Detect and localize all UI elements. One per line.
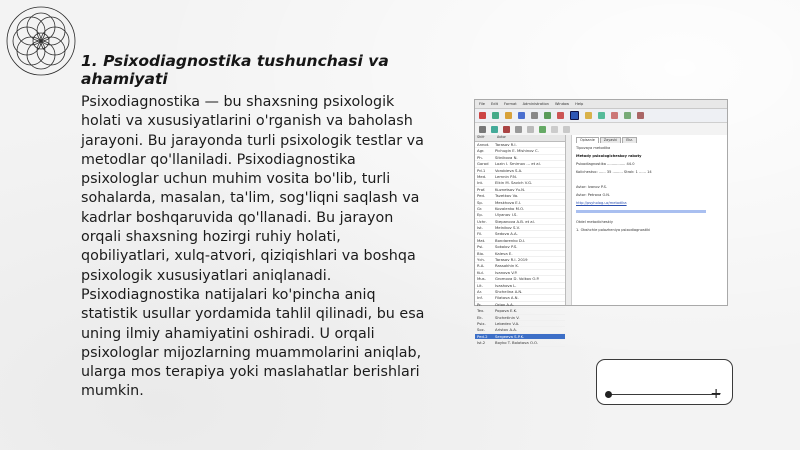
slider-handle[interactable] (605, 391, 612, 398)
list-body (475, 142, 565, 347)
row-code: Agr. (477, 148, 485, 154)
close-icon[interactable] (503, 126, 510, 133)
row-author: Sedova A.A. (495, 231, 518, 237)
menu-item[interactable]: Format (503, 101, 517, 106)
row-code: Ped. (477, 193, 486, 199)
slide-body-text: Psixodiagnostika — bu shaxsning psixologik holati va xususiyatlarini o'rganish va baholash jarayoni. Bu jarayonda turli psixologik testlar va metodlar qo'llaniladi. Psixodiagnostika psixologlar uchun muhim vosita bo'lib, turli sohalarda, masalan, ta'lim, sog'liqni saqlash va kadrlar boshqaruvida qo'llanadi. Bu jarayon orqali shaxsning hozirgi ruhiy holati, qobiliyatlari, xulq-atvori, qiziqishlari va boshqa psixologik xususiyatlari aniqlanadi. Psixodiagnostika natijalari ko'pincha aniq statistik usullar yordamida tahlil qilinadi, bu esa uning ilmiy ahamiyatini oshiradi. U orqali psixologlar mijozlarning muammolarini aniqlab, ularga mos terapiya yoki maslahatlar berishlari mumkin. (81, 94, 425, 400)
tab-description[interactable]: Opisanie (576, 137, 599, 143)
row-author: Rassokhin K. (495, 263, 520, 269)
book-icon[interactable] (624, 112, 631, 119)
info-icon[interactable] (570, 111, 579, 120)
key-icon[interactable] (585, 112, 592, 119)
delete-icon[interactable] (557, 112, 564, 119)
tab-copies[interactable]: Ekz. (622, 137, 637, 143)
detail-line: Avtor: Petrova O.N. (576, 193, 611, 197)
check-icon[interactable] (598, 112, 605, 119)
row-author: Tsvetkov Vo. (495, 193, 519, 199)
row-author: Gromova D. Volkov O.P. (495, 276, 540, 282)
row-code: Inf. (477, 295, 483, 301)
print-icon[interactable] (531, 112, 538, 119)
row-code: Psi. (477, 244, 484, 250)
paste-icon[interactable] (492, 112, 499, 119)
menu-item[interactable]: File (479, 101, 486, 106)
row-code: Prof. (477, 186, 486, 192)
detail-title: Metody psixologicheskoy raboty (576, 154, 642, 158)
row-author: Orlov A.A. (495, 301, 514, 307)
row-author: Lebedev V.A. (495, 320, 520, 326)
row-author: Lemnin P.N. (495, 173, 518, 179)
pen-icon[interactable] (491, 126, 498, 133)
app-toolbar (475, 109, 727, 123)
records-list (475, 135, 566, 346)
menu-item[interactable]: Window (554, 101, 570, 106)
row-author: Melnikov S.V. (495, 225, 520, 231)
folder-icon[interactable] (505, 112, 512, 119)
decorative-rosette-icon (5, 5, 77, 77)
menu-item[interactable]: Edit (491, 101, 498, 106)
detail-line: Avtor: Ivanov P.S. (576, 185, 608, 189)
row-author: Ivanova V.P. (495, 269, 518, 275)
detail-line: 1. Obshchie polozheniya psixodiagnostiki (576, 228, 651, 232)
document-icon[interactable] (518, 112, 525, 119)
row-author: Kaleva E. (495, 250, 513, 256)
row-author: Popova E.K. (495, 308, 518, 314)
row-author: Kovalenko M.O. (495, 205, 525, 211)
row-author: Bondarenko D.I. (495, 237, 526, 243)
row-code: Lit. (477, 282, 483, 288)
highlight-bar (576, 210, 706, 213)
row-code: Mat. (477, 237, 486, 243)
row-author: Shchelina A.N. (495, 288, 523, 294)
row-author: Pichugin E. Mishinov C. (495, 148, 539, 154)
row-author: Elkin M. Savich V.G. (495, 180, 533, 186)
pen-slider-widget[interactable] (596, 359, 733, 405)
row-author: Ulyanov I.S. (495, 212, 518, 218)
row-author: Tarasov R.I. 2019 (495, 257, 528, 263)
detail-line: Tipovaya metodika (576, 146, 611, 150)
detail-highlight (576, 209, 723, 214)
row-code: Med. (477, 173, 487, 179)
tool-icon[interactable] (479, 126, 486, 133)
row-code: Ist. (477, 225, 483, 231)
stop-icon[interactable] (611, 112, 618, 119)
detail-line: Otdel metodicheskiy (576, 220, 614, 224)
row-code: Gr. (477, 205, 483, 211)
app-main-area (475, 135, 727, 346)
menu-item[interactable]: Help (575, 101, 584, 106)
row-code: Pr. (477, 301, 482, 307)
row-code: Ek. (477, 314, 483, 320)
slide-title: 1. Psixodiagnostika tushunchasi va ahamiyati (81, 52, 389, 88)
row-code: Annot. (477, 142, 490, 147)
row-author: Sokolov P.S. (495, 244, 518, 250)
row-author: Filatova A.N. (495, 295, 519, 301)
row-code: Ist.2 (477, 340, 486, 346)
row-code: Ph. (477, 154, 483, 160)
row-author: Lozin I. Smirnov ... et al. (495, 161, 541, 167)
user-icon[interactable] (637, 112, 644, 119)
row-author: Stepanova A.B. et al. (495, 218, 535, 224)
row-code: Tex. (477, 308, 485, 314)
detail-url[interactable]: http://psyholog.uz/metodika (576, 201, 627, 205)
detail-line (576, 154, 723, 159)
arrow-icon[interactable] (539, 126, 546, 133)
list-row[interactable] (475, 340, 565, 346)
row-author: Kuznetsov Yu.N. (495, 186, 526, 192)
row-code: Sp. (477, 199, 484, 205)
row-code: R.A. (477, 263, 485, 269)
row-code: Soc. (477, 327, 486, 333)
row-code: Mus. (477, 276, 486, 282)
row-code: Gorod (477, 161, 489, 167)
row-code: Ep. (477, 212, 484, 218)
record-detail-pane (572, 135, 727, 305)
row-code: Bio. (477, 250, 485, 256)
row-author: Tarasov R.I. (495, 142, 517, 147)
detail-line: Kolichestvo: ...... 35 ......... Strok: 1 ...... 14 (576, 170, 652, 174)
edit-icon[interactable] (551, 126, 558, 133)
detail-line: Psixodiagnostika ................ 44.0 (576, 162, 635, 166)
row-author: Meskhova E.I. (495, 199, 522, 205)
detail-tabs (576, 137, 723, 143)
add-icon[interactable] (544, 112, 551, 119)
search-icon[interactable] (563, 126, 570, 133)
row-code: Int. (477, 180, 484, 186)
row-code: Kul. (477, 269, 484, 275)
row-author: Aristov A.A. (495, 327, 517, 333)
row-author: Sergeeva S.P.K. (495, 333, 525, 339)
plus-icon[interactable]: + (710, 386, 722, 402)
detail-link[interactable] (576, 201, 723, 206)
library-app-screenshot (474, 99, 728, 346)
row-code: Fil. (477, 231, 483, 237)
column-header[interactable]: Avtor (497, 135, 506, 139)
column-header[interactable]: Shifr (477, 135, 485, 139)
square-icon[interactable] (527, 126, 534, 133)
row-author: Vorobieva S.A. (495, 167, 523, 173)
row-code: Pd.1 (477, 167, 486, 173)
circle-icon[interactable] (515, 126, 522, 133)
slider-track (609, 394, 720, 395)
row-code: Ped.2 (477, 333, 488, 339)
menu-item[interactable]: Administration (522, 101, 549, 106)
row-author: Boyko T. Bolotova O.O. (495, 340, 539, 346)
cut-icon[interactable] (479, 112, 486, 119)
list-header (475, 135, 565, 142)
row-code: Ar. (477, 288, 483, 294)
row-code: Uchr. (477, 218, 487, 224)
app-menubar (475, 100, 727, 109)
row-code: Psix. (477, 320, 486, 326)
tab-requests[interactable]: Zayavki (600, 137, 621, 143)
row-author: Ivashova L. (495, 282, 517, 288)
row-author: Shchetinin V. (495, 314, 520, 320)
row-author: Sitnikova N. (495, 154, 518, 160)
row-code: Ych. (477, 257, 486, 263)
